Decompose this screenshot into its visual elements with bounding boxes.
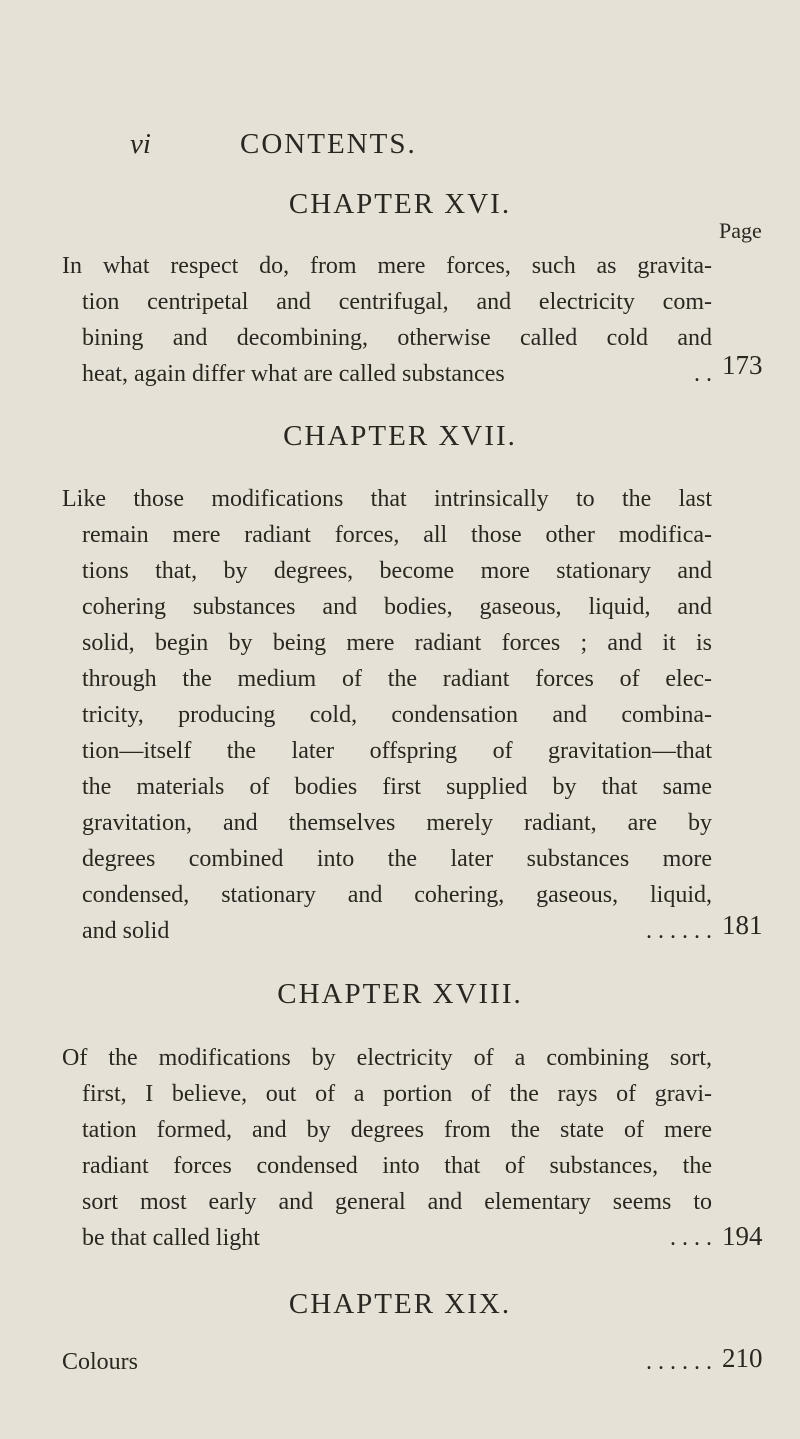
toc-entry <box>62 481 712 949</box>
entry-line <box>82 1220 712 1256</box>
entry-line: Of the modifications by electricity of a combining sort, <box>62 1045 712 1071</box>
entry-line: remain mere radiant forces, all those other modifica- <box>82 522 712 548</box>
entry-line: sort most early and general and elementary seems to <box>82 1189 712 1215</box>
chapter-heading: CHAPTER XVII. <box>283 420 517 452</box>
entry-line-text: and solid <box>82 918 170 944</box>
entry-line <box>82 356 712 392</box>
dot-leaders: . . . . <box>670 1225 712 1251</box>
entry-line: first, I believe, out of a portion of the rays of gravi- <box>82 1081 712 1107</box>
entry-line: tation formed, and by degrees from the state of mere <box>82 1117 712 1143</box>
entry-line-text: heat, again differ what are called substances <box>82 361 505 387</box>
entry-line: tricity, producing cold, condensation and combina- <box>82 702 712 728</box>
dot-leaders: . . . . . . <box>646 1349 712 1375</box>
dot-leaders: . . . . . . <box>646 918 712 944</box>
page-number: 210 <box>722 1343 763 1373</box>
entry-line-text: Colours <box>62 1349 139 1375</box>
toc-entry <box>62 1040 712 1256</box>
running-head: CONTENTS. <box>240 128 417 160</box>
page-column-label: Page <box>719 218 762 243</box>
entry-line: Like those modifications that intrinsically to the last <box>62 486 712 512</box>
dot-leaders: . . <box>694 361 712 387</box>
page-number: 173 <box>722 350 763 380</box>
entry-line <box>62 1344 712 1380</box>
entry-line: condensed, stationary and cohering, gaseous, liquid, <box>82 882 712 908</box>
entry-line: cohering substances and bodies, gaseous, liquid, and <box>82 594 712 620</box>
chapter-heading: CHAPTER XIX. <box>288 1288 512 1320</box>
page-folio: vi <box>130 128 151 160</box>
entry-line: degrees combined into the later substances more <box>82 846 712 872</box>
toc-entry <box>62 1344 712 1380</box>
entry-line: bining and decombining, otherwise called cold and <box>82 325 712 351</box>
toc-entry <box>62 248 712 392</box>
entry-line: gravitation, and themselves merely radiant, are by <box>82 810 712 836</box>
entry-line: In what respect do, from mere forces, such as gravita- <box>62 253 712 279</box>
chapter-heading: CHAPTER XVIII. <box>277 978 523 1010</box>
entry-line: through the medium of the radiant forces of elec- <box>82 666 712 692</box>
entry-line: tion—itself the later offspring of gravitation—that <box>82 738 712 764</box>
chapter-heading: CHAPTER XVI. <box>288 188 512 220</box>
entry-line: radiant forces condensed into that of substances, the <box>82 1153 712 1179</box>
entry-line-text: be that called light <box>82 1225 260 1251</box>
entry-line: solid, begin by being mere radiant forces ; and it is <box>82 630 712 656</box>
entry-line: tion centripetal and centrifugal, and electricity com- <box>82 289 712 315</box>
page-number: 194 <box>722 1221 763 1251</box>
entry-line: tions that, by degrees, become more stationary and <box>82 558 712 584</box>
entry-line <box>82 913 712 949</box>
entry-line: the materials of bodies first supplied by that same <box>82 774 712 800</box>
page-number: 181 <box>722 910 763 940</box>
